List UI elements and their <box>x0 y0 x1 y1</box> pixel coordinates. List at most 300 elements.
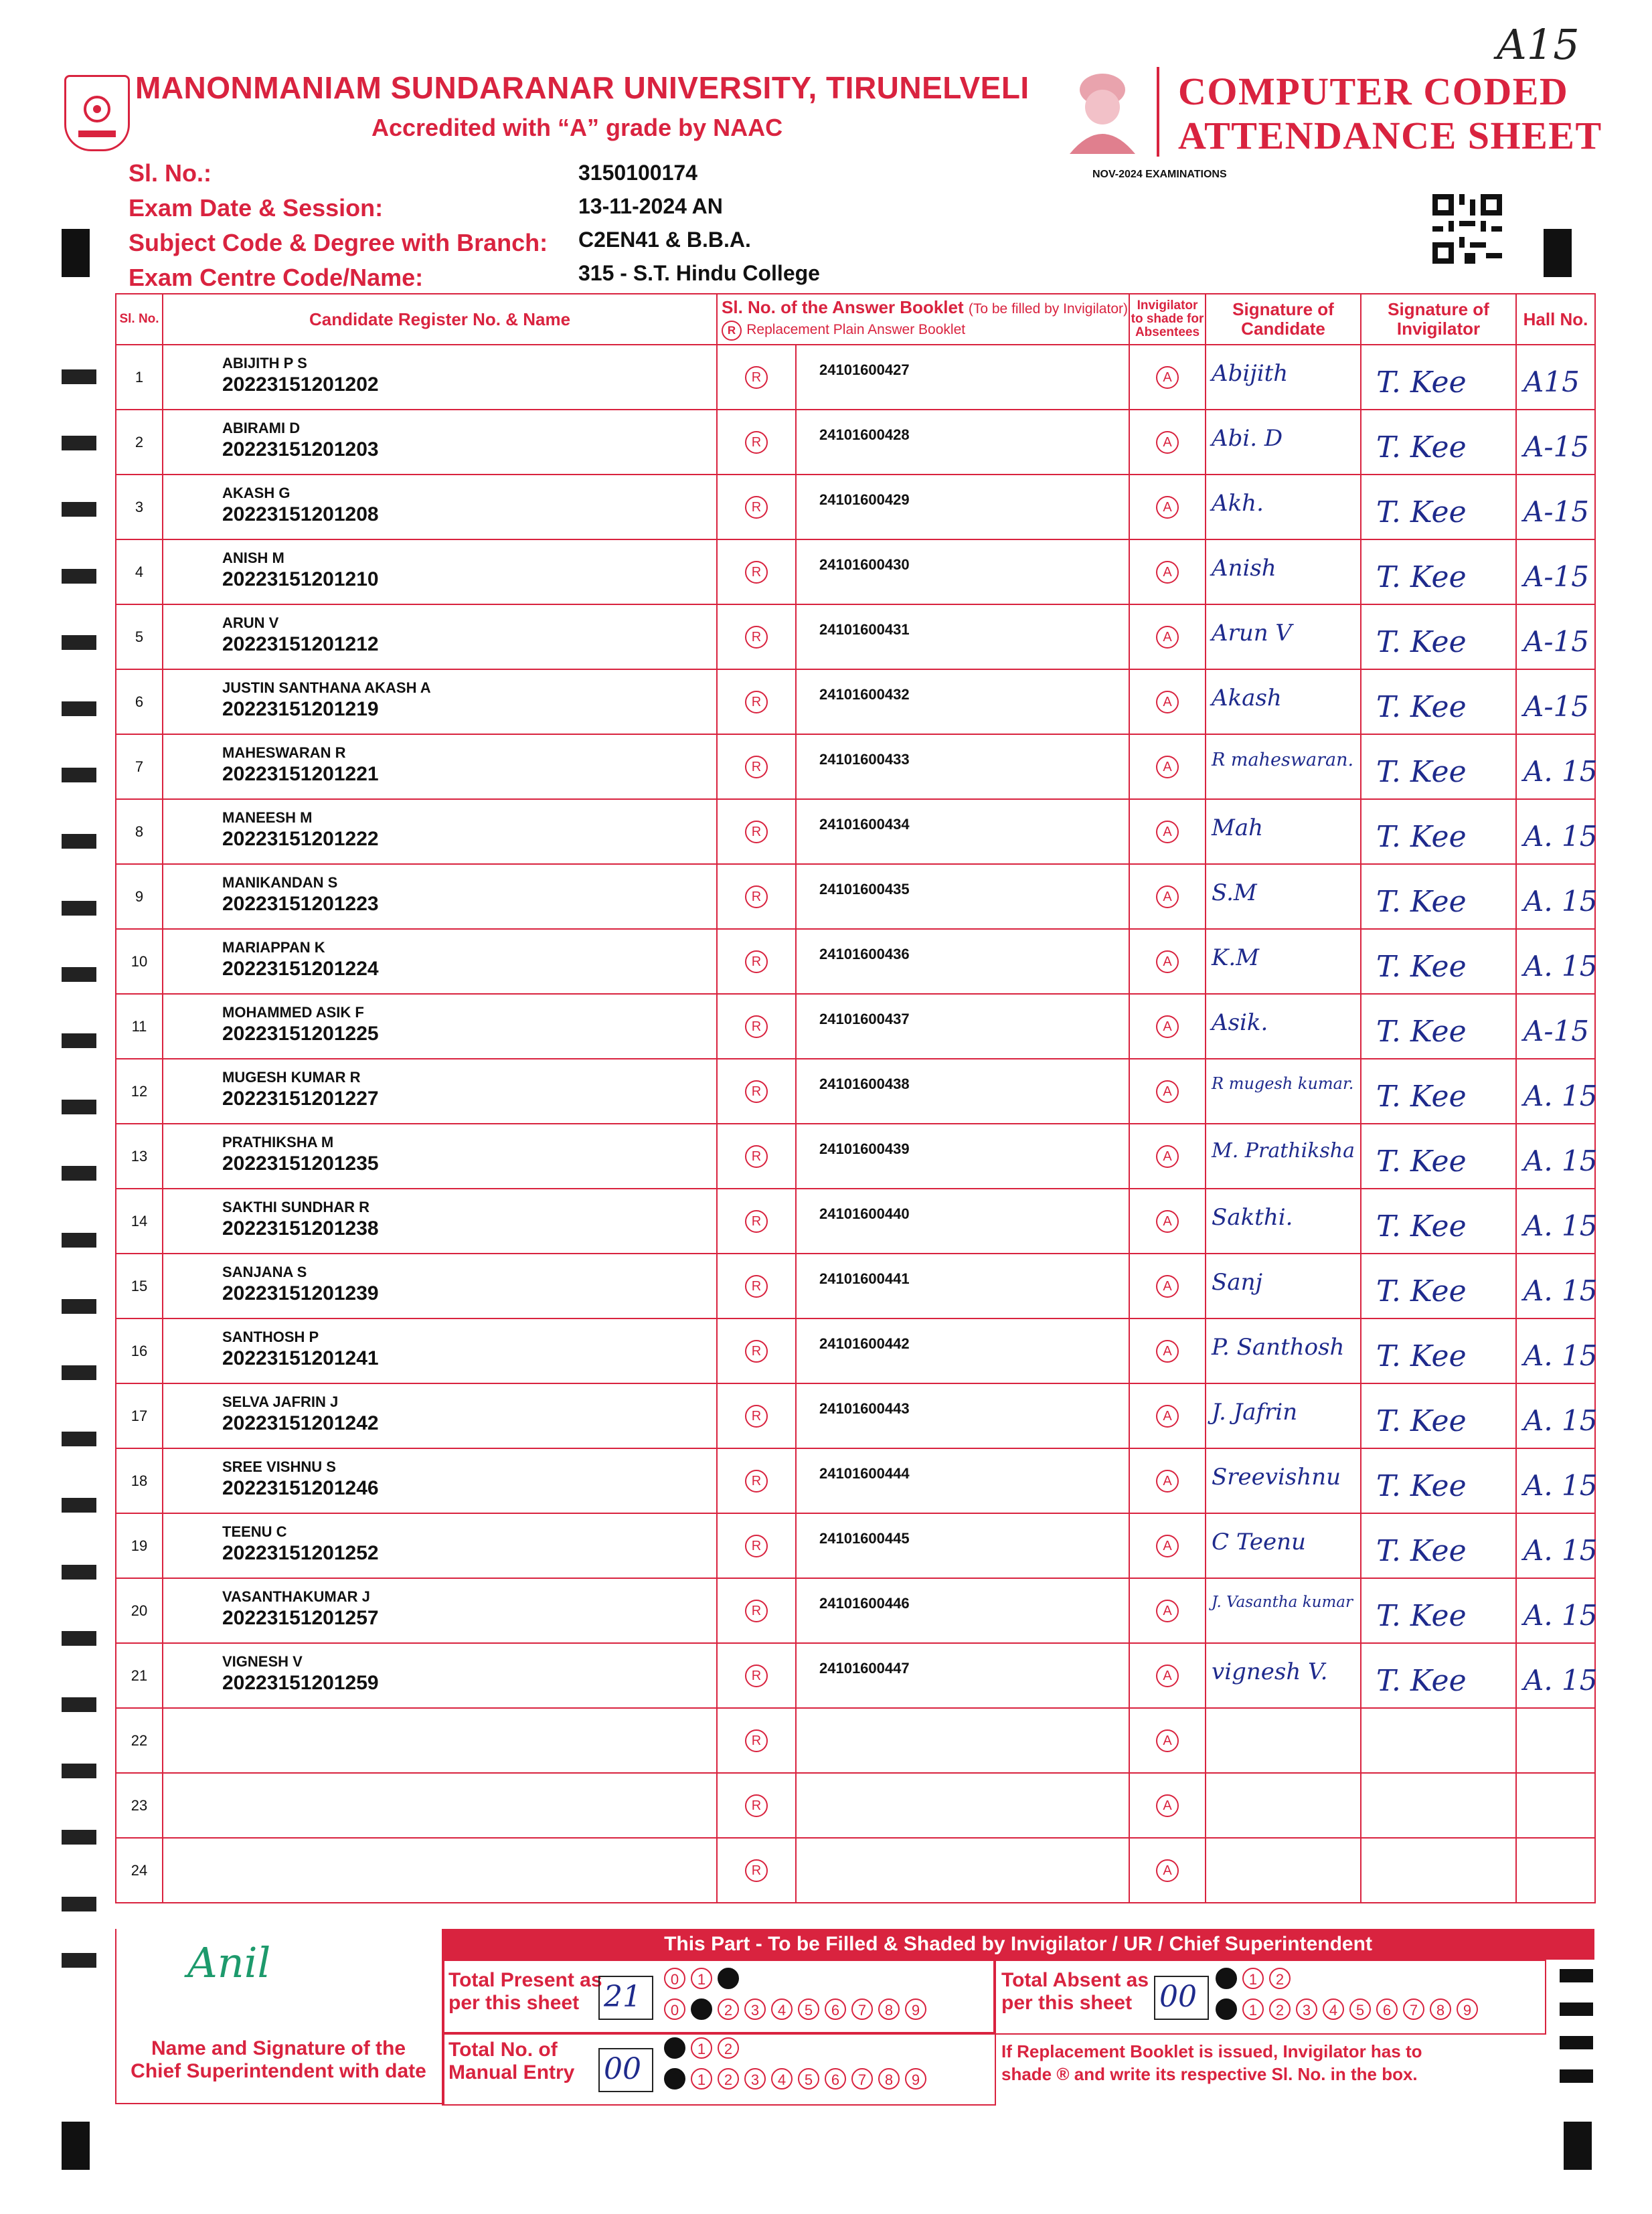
booklet-cell[interactable] <box>796 1643 1129 1708</box>
replacement-cell[interactable] <box>717 1448 796 1513</box>
invigilator-signature: T. Kee <box>1376 820 1467 854</box>
invigilator-signature: T. Kee <box>1376 1209 1467 1244</box>
absent-bubble-icon[interactable]: A <box>1156 1080 1179 1103</box>
absentee-cell[interactable] <box>1129 1838 1206 1903</box>
booklet-cell[interactable] <box>796 669 1129 734</box>
table-row <box>116 410 1595 475</box>
invigilator-signature-cell[interactable] <box>1361 539 1516 604</box>
register-number: 20223151201239 <box>222 1282 379 1304</box>
candidate-signature-cell[interactable] <box>1206 1254 1361 1318</box>
booklet-cell[interactable] <box>796 734 1129 799</box>
invigilator-signature-cell[interactable] <box>1361 734 1516 799</box>
replacement-cell[interactable] <box>717 1643 796 1708</box>
replacement-cell[interactable] <box>717 734 796 799</box>
candidate-cell <box>163 929 717 994</box>
candidate-signature-cell[interactable] <box>1206 1059 1361 1124</box>
candidate-cell <box>163 410 717 475</box>
replacement-bubble-icon[interactable]: R <box>745 691 768 713</box>
absentee-cell[interactable] <box>1129 1383 1206 1448</box>
register-number: 20223151201219 <box>222 698 379 720</box>
invigilator-signature: T. Kee <box>1376 1015 1467 1049</box>
hall-number: A. 15 <box>1523 1339 1598 1372</box>
hall-cell[interactable] <box>1516 345 1595 410</box>
table-row <box>116 734 1595 799</box>
replacement-bubble-icon[interactable]: R <box>745 1145 768 1168</box>
absentee-cell[interactable] <box>1129 1708 1206 1773</box>
candidate-signature-cell[interactable] <box>1206 734 1361 799</box>
invigilator-signature: T. Kee <box>1376 625 1467 659</box>
invigilator-signature-cell[interactable] <box>1361 475 1516 539</box>
table-row <box>116 1578 1595 1643</box>
total-absent-field[interactable] <box>1154 1976 1209 2020</box>
replacement-cell[interactable] <box>717 1708 796 1773</box>
absent-bubble-icon[interactable]: A <box>1156 561 1179 584</box>
invigilator-signature-cell[interactable] <box>1361 410 1516 475</box>
absentee-cell[interactable] <box>1129 1254 1206 1318</box>
row-sl-no: 20 <box>116 1578 163 1643</box>
booklet-number: 24101600436 <box>819 946 910 962</box>
timing-mark <box>62 834 96 849</box>
replacement-bubble-icon[interactable]: R <box>745 1210 768 1233</box>
hall-cell[interactable] <box>1516 864 1598 929</box>
candidate-signature-cell[interactable] <box>1206 1773 1361 1838</box>
candidate-signature-cell[interactable] <box>1206 1643 1361 1708</box>
booklet-cell[interactable] <box>796 345 1129 410</box>
manual-units-bubbles[interactable]: 1 2 3 4 5 6 7 8 9 <box>664 2068 926 2090</box>
centre-value: 315 - S.T. Hindu College <box>578 261 820 285</box>
candidate-signature-cell[interactable] <box>1206 1578 1361 1643</box>
hall-cell[interactable] <box>1516 410 1595 475</box>
invigilator-signature-cell[interactable] <box>1361 1708 1516 1773</box>
absent-bubble-icon[interactable]: A <box>1156 950 1179 973</box>
absentee-cell[interactable] <box>1129 539 1206 604</box>
booklet-cell[interactable] <box>796 539 1129 604</box>
invigilator-signature-cell[interactable] <box>1361 994 1516 1059</box>
hall-cell[interactable] <box>1516 1383 1598 1448</box>
table-row <box>116 1773 1595 1838</box>
replacement-bubble-icon[interactable]: R <box>745 561 768 584</box>
replacement-cell[interactable] <box>717 1059 796 1124</box>
table-row <box>116 1124 1595 1189</box>
present-units-bubbles[interactable]: 0 2 3 4 5 6 7 8 9 <box>664 1998 926 2020</box>
timing-mark <box>62 502 96 517</box>
absent-tens-bubbles[interactable]: 1 2 <box>1216 1968 1291 1989</box>
replacement-cell[interactable] <box>717 345 796 410</box>
candidate-cell <box>163 799 717 864</box>
booklet-cell[interactable] <box>796 864 1129 929</box>
subject-value: C2EN41 & B.B.A. <box>578 228 751 252</box>
invigilator-signature-cell[interactable] <box>1361 345 1516 410</box>
candidate-signature-cell[interactable] <box>1206 410 1361 475</box>
hall-cell[interactable] <box>1516 929 1598 994</box>
timing-mark <box>62 1565 96 1580</box>
sl-no-value: 3150100174 <box>578 161 697 185</box>
invigilator-signature-cell[interactable] <box>1361 1643 1516 1708</box>
row-sl-no: 12 <box>116 1059 163 1124</box>
booklet-cell[interactable] <box>796 1578 1129 1643</box>
replacement-bubble-icon[interactable]: R <box>745 1470 768 1493</box>
replacement-cell[interactable] <box>717 1578 796 1643</box>
absent-bubble-icon[interactable]: A <box>1156 1794 1179 1817</box>
hall-cell[interactable] <box>1516 1838 1595 1903</box>
replacement-cell[interactable] <box>717 1773 796 1838</box>
candidate-name: ABIJITH P S <box>222 355 307 371</box>
hall-cell[interactable] <box>1516 799 1598 864</box>
absentee-cell[interactable] <box>1129 1578 1206 1643</box>
replacement-cell[interactable] <box>717 1838 796 1903</box>
replacement-cell[interactable] <box>717 669 796 734</box>
qr-code <box>1432 194 1502 264</box>
replacement-cell[interactable] <box>717 604 796 669</box>
exam-date-label: Exam Date & Session: <box>129 194 384 222</box>
table-row <box>116 539 1595 604</box>
candidate-signature: Abijith <box>1212 360 1289 387</box>
invigilator-signature: T. Kee <box>1376 690 1467 724</box>
subject-label: Subject Code & Degree with Branch: <box>129 229 548 256</box>
table-row <box>116 1383 1595 1448</box>
absent-bubble-icon[interactable]: A <box>1156 1470 1179 1493</box>
replacement-cell[interactable] <box>717 864 796 929</box>
timing-mark <box>62 1498 96 1513</box>
invigilator-signature: T. Kee <box>1376 1339 1467 1373</box>
candidate-signature-cell[interactable] <box>1206 1513 1361 1578</box>
candidate-signature: Mah <box>1212 815 1263 841</box>
absentee-cell[interactable] <box>1129 864 1206 929</box>
absentee-cell[interactable] <box>1129 1773 1206 1838</box>
exam-date-value: 13-11-2024 AN <box>578 194 723 218</box>
absent-bubble-icon[interactable]: A <box>1156 756 1179 778</box>
register-number: 20223151201203 <box>222 438 379 460</box>
table-row <box>116 1448 1595 1513</box>
booklet-cell[interactable] <box>796 1383 1129 1448</box>
replacement-bubble-icon[interactable]: R <box>745 1600 768 1622</box>
absent-bubble-icon[interactable]: A <box>1156 1145 1179 1168</box>
absentee-cell[interactable] <box>1129 410 1206 475</box>
absent-bubble-icon[interactable]: A <box>1156 1275 1179 1298</box>
replacement-bubble-icon[interactable]: R <box>745 950 768 973</box>
row-sl-no: 8 <box>116 799 163 864</box>
booklet-cell[interactable] <box>796 410 1129 475</box>
booklet-cell[interactable] <box>796 1708 1129 1773</box>
candidate-signature: P. Santhosh <box>1212 1334 1345 1361</box>
invigilator-signature-cell[interactable] <box>1361 669 1516 734</box>
invigilator-signature-cell[interactable] <box>1361 929 1516 994</box>
timing-mark <box>62 1033 96 1048</box>
replacement-bubble-icon[interactable]: R <box>745 1340 768 1363</box>
invigilator-signature: T. Kee <box>1376 1534 1467 1568</box>
register-number: 20223151201202 <box>222 373 379 396</box>
booklet-cell[interactable] <box>796 994 1129 1059</box>
invigilator-signature-cell[interactable] <box>1361 604 1516 669</box>
replacement-bubble-icon[interactable]: R <box>745 885 768 908</box>
invigilator-signature: T. Kee <box>1376 365 1467 400</box>
booklet-cell[interactable] <box>796 799 1129 864</box>
candidate-name: VIGNESH V <box>222 1653 303 1670</box>
footer-banner: This Part - To be Filled & Shaded by Invigilator / UR / Chief Superintendent <box>442 1929 1594 1960</box>
booklet-number: 24101600434 <box>819 816 910 833</box>
candidate-signature-cell[interactable] <box>1206 864 1361 929</box>
replacement-bubble-icon[interactable]: R <box>745 1275 768 1298</box>
invigilator-signature-cell[interactable] <box>1361 864 1516 929</box>
booklet-cell[interactable] <box>796 1254 1129 1318</box>
candidate-signature-cell[interactable] <box>1206 539 1361 604</box>
hall-cell[interactable] <box>1516 1773 1595 1838</box>
booklet-cell[interactable] <box>796 475 1129 539</box>
hall-cell[interactable] <box>1516 1578 1598 1643</box>
hall-cell[interactable] <box>1516 1708 1595 1773</box>
timing-mark <box>1560 2003 1593 2016</box>
register-number: 20223151201208 <box>222 503 379 525</box>
candidate-cell <box>163 604 717 669</box>
timing-mark <box>62 569 96 584</box>
timing-mark <box>62 768 96 782</box>
absent-bubble-icon[interactable]: A <box>1156 1729 1179 1752</box>
table-row <box>116 994 1595 1059</box>
candidate-signature-cell[interactable] <box>1206 1708 1361 1773</box>
booklet-cell[interactable] <box>796 1513 1129 1578</box>
absent-bubble-icon[interactable]: A <box>1156 1210 1179 1233</box>
timing-mark <box>62 901 96 916</box>
col-sig-invigilator: Signature of Invigilator <box>1361 294 1516 345</box>
absentee-cell[interactable] <box>1129 994 1206 1059</box>
row-sl-no: 3 <box>116 475 163 539</box>
absentee-cell[interactable] <box>1129 1318 1206 1383</box>
candidate-signature-cell[interactable] <box>1206 1383 1361 1448</box>
invigilator-signature: T. Kee <box>1376 430 1467 464</box>
absent-bubble-icon[interactable]: A <box>1156 431 1179 454</box>
sheet-title-line-2: ATTENDANCE SHEET <box>1178 114 1602 157</box>
candidate-signature-cell[interactable] <box>1206 604 1361 669</box>
candidate-signature: R maheswaran. <box>1212 750 1354 770</box>
replacement-bubble-icon[interactable]: R <box>745 626 768 649</box>
candidate-signature-cell[interactable] <box>1206 1448 1361 1513</box>
booklet-cell[interactable] <box>796 1059 1129 1124</box>
present-tens-bubbles[interactable]: 0 1 <box>664 1968 739 1989</box>
hall-cell[interactable] <box>1516 1059 1598 1124</box>
candidate-signature-cell[interactable] <box>1206 345 1361 410</box>
absentee-cell[interactable] <box>1129 1643 1206 1708</box>
candidate-name: ARUN V <box>222 614 279 631</box>
timing-mark <box>62 1166 96 1181</box>
hall-cell[interactable] <box>1516 734 1598 799</box>
absentee-cell[interactable] <box>1129 475 1206 539</box>
candidate-cell <box>163 1578 717 1643</box>
invigilator-signature-cell[interactable] <box>1361 1448 1516 1513</box>
candidate-signature-cell[interactable] <box>1206 475 1361 539</box>
absent-bubble-icon[interactable]: A <box>1156 691 1179 713</box>
booklet-number: 24101600427 <box>819 361 910 378</box>
invigilator-signature-cell[interactable] <box>1361 1383 1516 1448</box>
invigilator-signature-cell[interactable] <box>1361 1059 1516 1124</box>
candidate-signature-cell[interactable] <box>1206 1838 1361 1903</box>
candidate-cell <box>163 864 717 929</box>
invigilator-signature-cell[interactable] <box>1361 1124 1516 1189</box>
replacement-bubble-icon[interactable]: R <box>745 821 768 843</box>
replacement-cell[interactable] <box>717 475 796 539</box>
absentee-cell[interactable] <box>1129 1124 1206 1189</box>
absentee-cell[interactable] <box>1129 1189 1206 1254</box>
replacement-cell[interactable] <box>717 1383 796 1448</box>
timing-mark <box>62 369 96 384</box>
timing-mark <box>62 1830 96 1845</box>
replacement-bubble-icon[interactable]: R <box>745 1405 768 1428</box>
absent-bubble-icon[interactable]: A <box>1156 1665 1179 1687</box>
absent-bubble-icon[interactable]: A <box>1156 1340 1179 1363</box>
candidate-signature-cell[interactable] <box>1206 799 1361 864</box>
invigilator-signature-cell[interactable] <box>1361 1838 1516 1903</box>
replacement-cell[interactable] <box>717 1254 796 1318</box>
booklet-number: 24101600428 <box>819 426 910 443</box>
university-logo <box>64 75 130 151</box>
total-present-field[interactable] <box>598 1976 653 2020</box>
hall-cell[interactable] <box>1516 604 1595 669</box>
booklet-cell[interactable] <box>796 1318 1129 1383</box>
replacement-cell[interactable] <box>717 539 796 604</box>
candidate-cell <box>163 994 717 1059</box>
hall-cell[interactable] <box>1516 1513 1598 1578</box>
hall-cell[interactable] <box>1516 1124 1598 1189</box>
invigilator-signature-cell[interactable] <box>1361 1189 1516 1254</box>
absent-bubble-icon[interactable]: A <box>1156 1015 1179 1038</box>
candidate-signature-cell[interactable] <box>1206 929 1361 994</box>
replacement-bubble-icon[interactable]: R <box>745 1729 768 1752</box>
replacement-cell[interactable] <box>717 1513 796 1578</box>
timing-mark <box>62 1432 96 1446</box>
invigilator-signature-cell[interactable] <box>1361 1773 1516 1838</box>
hall-cell[interactable] <box>1516 669 1595 734</box>
booklet-cell[interactable] <box>796 1773 1129 1838</box>
replacement-cell[interactable] <box>717 1189 796 1254</box>
booklet-cell[interactable] <box>796 604 1129 669</box>
replacement-cell[interactable] <box>717 410 796 475</box>
absentee-cell[interactable] <box>1129 669 1206 734</box>
hall-cell[interactable] <box>1516 539 1595 604</box>
register-number: 20223151201241 <box>222 1347 379 1369</box>
candidate-signature-cell[interactable] <box>1206 669 1361 734</box>
candidate-signature: M. Prathiksha <box>1212 1139 1355 1163</box>
absentee-cell[interactable] <box>1129 799 1206 864</box>
invigilator-signature-cell[interactable] <box>1361 1254 1516 1318</box>
absentee-cell[interactable] <box>1129 1448 1206 1513</box>
manual-entry-label: Total No. of Manual Entry <box>448 2039 575 2083</box>
hall-cell[interactable] <box>1516 475 1595 539</box>
replacement-cell[interactable] <box>717 1124 796 1189</box>
absentee-cell[interactable] <box>1129 734 1206 799</box>
manual-tens-bubbles[interactable]: 1 2 <box>664 2037 739 2059</box>
booklet-cell[interactable] <box>796 1838 1129 1903</box>
candidate-signature: Sanj <box>1212 1269 1263 1296</box>
register-number: 20223151201227 <box>222 1088 379 1110</box>
table-header-row <box>116 294 1595 345</box>
replacement-cell[interactable] <box>717 1318 796 1383</box>
absent-bubble-icon[interactable]: A <box>1156 821 1179 843</box>
manual-entry-value: 00 <box>604 2052 641 2086</box>
replacement-bubble-icon[interactable]: R <box>745 366 768 389</box>
booklet-cell[interactable] <box>796 1124 1129 1189</box>
absentee-cell[interactable] <box>1129 345 1206 410</box>
absent-bubble-icon[interactable]: A <box>1156 1405 1179 1428</box>
absent-units-bubbles[interactable]: 1 2 3 4 5 6 7 8 9 <box>1216 1998 1478 2020</box>
hall-cell[interactable] <box>1516 1189 1598 1254</box>
absentee-cell[interactable] <box>1129 604 1206 669</box>
hall-cell[interactable] <box>1516 1318 1598 1383</box>
absent-bubble-icon[interactable]: A <box>1156 1535 1179 1557</box>
invigilator-signature: T. Kee <box>1376 755 1467 789</box>
absent-bubble-icon[interactable]: A <box>1156 1600 1179 1622</box>
candidate-signature-cell[interactable] <box>1206 1189 1361 1254</box>
candidate-signature-cell[interactable] <box>1206 1318 1361 1383</box>
booklet-cell[interactable] <box>796 1448 1129 1513</box>
register-number: 20223151201223 <box>222 893 379 915</box>
replacement-bubble-icon[interactable]: R <box>745 1015 768 1038</box>
hall-cell[interactable] <box>1516 994 1595 1059</box>
register-number: 20223151201257 <box>222 1607 379 1629</box>
hall-cell[interactable] <box>1516 1643 1598 1708</box>
candidate-name: MANEESH M <box>222 809 313 826</box>
replacement-bubble-icon[interactable]: R <box>745 1794 768 1817</box>
attendance-table <box>115 293 1596 1903</box>
absentee-cell[interactable] <box>1129 929 1206 994</box>
replacement-bubble-icon[interactable]: R <box>745 1665 768 1687</box>
absent-bubble-icon[interactable]: A <box>1156 885 1179 908</box>
candidate-cell <box>163 1838 717 1903</box>
absent-bubble-icon[interactable]: A <box>1156 626 1179 649</box>
hall-cell[interactable] <box>1516 1448 1598 1513</box>
invigilator-signature-cell[interactable] <box>1361 1318 1516 1383</box>
col-sl: Sl. No. <box>116 294 163 345</box>
replacement-cell[interactable] <box>717 994 796 1059</box>
replacement-bubble-icon[interactable]: R <box>745 431 768 454</box>
candidate-signature-cell[interactable] <box>1206 1124 1361 1189</box>
candidate-name: MARIAPPAN K <box>222 939 325 956</box>
hall-number: A15 <box>1523 365 1580 398</box>
table-row <box>116 1254 1595 1318</box>
candidate-cell <box>163 1254 717 1318</box>
hall-number: A. 15 <box>1523 1209 1598 1242</box>
replacement-bubble-icon[interactable]: R <box>745 1535 768 1557</box>
registration-mark <box>62 2122 90 2170</box>
table-row <box>116 864 1595 929</box>
candidate-cell <box>163 669 717 734</box>
hall-number: A. 15 <box>1523 1534 1598 1567</box>
invigilator-signature-cell[interactable] <box>1361 1513 1516 1578</box>
candidate-name: MOHAMMED ASIK F <box>222 1004 364 1021</box>
booklet-cell[interactable] <box>796 1189 1129 1254</box>
invigilator-signature-cell[interactable] <box>1361 799 1516 864</box>
replacement-bubble-icon[interactable]: R <box>745 496 768 519</box>
absent-bubble-icon[interactable]: A <box>1156 366 1179 389</box>
absent-bubble-icon[interactable]: A <box>1156 1859 1179 1882</box>
absent-bubble-icon[interactable]: A <box>1156 496 1179 519</box>
manual-entry-field[interactable] <box>598 2048 653 2092</box>
replacement-cell[interactable] <box>717 799 796 864</box>
booklet-cell[interactable] <box>796 929 1129 994</box>
hall-cell[interactable] <box>1516 1254 1598 1318</box>
sheet-title-line-1: COMPUTER CODED <box>1178 70 1569 113</box>
absentee-cell[interactable] <box>1129 1059 1206 1124</box>
replacement-bubble-icon[interactable]: R <box>745 1080 768 1103</box>
candidate-name: MUGESH KUMAR R <box>222 1069 361 1086</box>
col-candidate: Candidate Register No. & Name <box>163 294 717 345</box>
row-sl-no: 19 <box>116 1513 163 1578</box>
replacement-bubble-icon[interactable]: R <box>745 1859 768 1882</box>
candidate-signature-cell[interactable] <box>1206 994 1361 1059</box>
timing-mark <box>62 1365 96 1380</box>
invigilator-signature-cell[interactable] <box>1361 1578 1516 1643</box>
absentee-cell[interactable] <box>1129 1513 1206 1578</box>
replacement-bubble-icon[interactable]: R <box>745 756 768 778</box>
replacement-cell[interactable] <box>717 929 796 994</box>
